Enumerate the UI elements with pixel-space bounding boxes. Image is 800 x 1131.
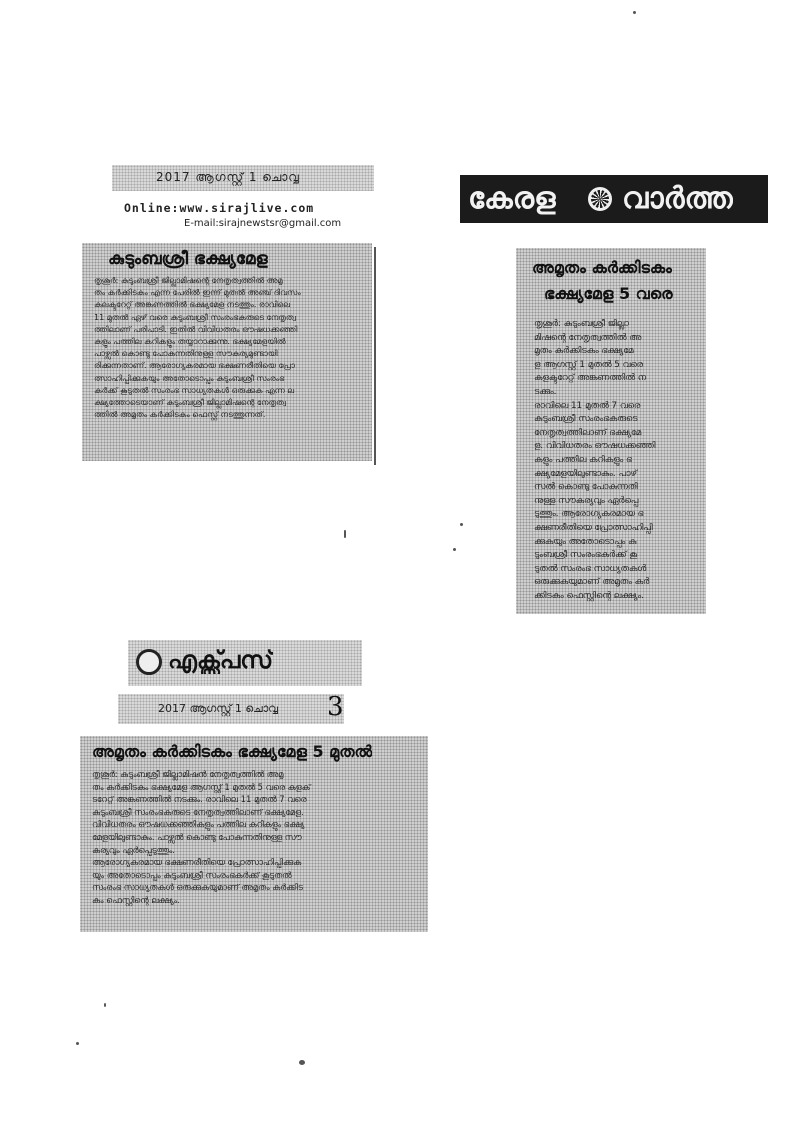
masthead-left: കേരള [468,181,556,216]
article-box [82,243,372,461]
date-strip [118,694,344,724]
article-body: തൃശൂർ: കുടുംബശ്രീ ജില്ലാ മിഷന്റെ നേതൃത്വത്തിൽ അ മൃതം കർക്കിടകം ഭക്ഷ്യമേ ള ആഗസ്റ്റ് 1 മുതൽ 5 വരെ കളക്ടറേറ്റ് അങ്കണത്തിൽ ന ടക്കും. രാവിലെ 11 മുതൽ 7 വരെ കുടുംബശ്രീ സംരംഭകരുടെ നേതൃത്വത്തിലാണ് ഭക്ഷ്യമേ ള. വിവിധതരം ഔഷധക്കഞ്ഞി കളും പത്തില കറികളും ഭ ക്ഷ്യമേളയിലുണ്ടാകും. പാഴ് സൽ കൊണ്ടു പോകുന്നതി നുള്ള സൗകര്യവും ഏർപ്പെ ടുത്തും. ആരോഗ്യകരമായ ഭ ക്ഷണരീതിയെ പ്രോത്സാഹിപ്പി ക്കുകയും അതോടൊപ്പം കു ടുംബശ്രീ സംരംഭകർക്ക് കൂ ടുതൽ സംരംഭ സാധ്യതകൾ ഒരുക്കുകയുമാണ് അമൃതം കർ ക്കിടകം ഫെസ്റ്റിന്റെ ലക്ഷ്യം. [534,319,656,601]
masthead-title: എക്സ്പ്രസ് [168,646,274,674]
logo-icon [136,649,162,675]
website-line: Online:www.sirajlive.com [124,201,315,215]
scan-speck [344,530,346,538]
date-strip [112,165,374,191]
masthead [128,640,362,686]
scan-speck [104,1003,106,1007]
scan-speck [453,548,456,551]
masthead-right: വാർത്ത [622,181,733,216]
date-line: 2017 ആഗസ്റ്റ് 1 ചൊവ്വ [158,702,278,715]
article-headline: അമൃതം കർക്കിടകം ഭക്ഷ്യമേള 5 മുതൽ [92,742,373,761]
article-body: തൃശൂർ: കുടുംബശ്രീ ജില്ലാമിഷന്റെ നേതൃത്വത്തിൽ അമൃ തം കർക്കിടകം എന്ന പേരിൽ ഇന്ന് മുതൽ അഞ്ച് ദിവസം കലക്ടറേറ്റ് അങ്കണത്തിൽ ഭക്ഷ്യമേള നടത്തും. രാവിലെ 11 മുതൽ ഏഴ് വരെ കുടുംബശ്രീ സംരംഭകരുടെ നേതൃത്വ ത്തിലാണ് പരിപാടി. ഇതിൽ വിവിധതരം ഔഷധക്കഞ്ഞി കളും പത്തില കറികളും തയ്യാറാക്കുന്നു. ഭക്ഷ്യമേളയിൽ പാഴ്സൽ കൊണ്ടു പോകുന്നതിനുള്ള സൗകര്യമുണ്ടായി രിക്കുന്നതാണ്. ആരോഗ്യകരമായ ഭക്ഷണരീതിയെ പ്രോ ത്സാഹിപ്പിക്കുകയും അതോടൊപ്പം കുടുംബശ്രീ സംരംഭ കർക്ക് കൂടുതൽ സംരംഭ സാധ്യതകൾ ഒരുക്കുക എന്ന ല ക്ഷ്യത്തോടെയാണ് കുടുംബശ്രീ ജില്ലാമിഷന്റെ നേതൃത്വ ത്തിൽ അമൃതം കർക്കിടകം ഫെസ്റ്റ് നടത്തുന്നത്. [94,276,301,420]
scan-speck [76,1042,79,1045]
article-body: തൃശൂർ: കുടുംബശ്രീ ജില്ലാമിഷൻ നേതൃത്വത്തിൽ അമൃ തം കർക്കിടകം ഭക്ഷ്യമേള ആഗസ്റ്റ് 1 മുതൽ 5 വരെ കളക് ടറേറ്റ് അങ്കണത്തിൽ നടക്കും. രാവിലെ 11 മുതൽ 7 വരെ കുടുംബശ്രീ സംരംഭകരുടെ നേതൃത്വത്തിലാണ് ഭക്ഷ്യമേള. വിവിധതരം ഔഷധക്കഞ്ഞികളും പത്തില കറികളും ഭക്ഷ്യ മേളയിലുണ്ടാകും. പാഴ്സൽ കൊണ്ടു പോകുന്നതിനുള്ള സൗ കര്യവും ഏർപ്പെടുത്തും. ആരോഗ്യകരമായ ഭക്ഷണരീതിയെ പ്രോത്സാഹിപ്പിക്കുക യും അതോടൊപ്പം കുടുംബശ്രീ സംരംഭകർക്ക് കൂടുതൽ സംരംഭ സാധ്യതകൾ ഒരുക്കുകയുമാണ് അമൃതം കർക്കിട കം ഫെസ്റ്റിന്റെ ലക്ഷ്യം. [92,769,311,905]
masthead [460,175,768,223]
page-number: 3 [327,692,344,722]
scan-speck [633,11,636,14]
article-headline: കുടുംബശ്രീ ഭക്ഷ്യമേള [108,249,268,269]
emblem-icon [588,187,612,211]
article-headline-line2: ഭക്ഷ്യമേള 5 വരെ [544,284,673,303]
clipping-kerala-varttha [460,170,772,620]
clipping-siraj [78,155,388,475]
column-rule [374,247,376,465]
date-line: 2017 ആഗസ്റ്റ് 1 ചൊവ്വ [156,170,300,184]
article-box [516,248,706,614]
article-box [80,736,428,932]
email-line: E-mail:sirajnewstsr@gmail.com [184,218,342,229]
scan-speck [460,523,463,526]
scan-speck [299,1060,305,1065]
clipping-express [80,640,430,940]
article-headline-line1: അമൃതം കർക്കിടകം [532,258,672,277]
